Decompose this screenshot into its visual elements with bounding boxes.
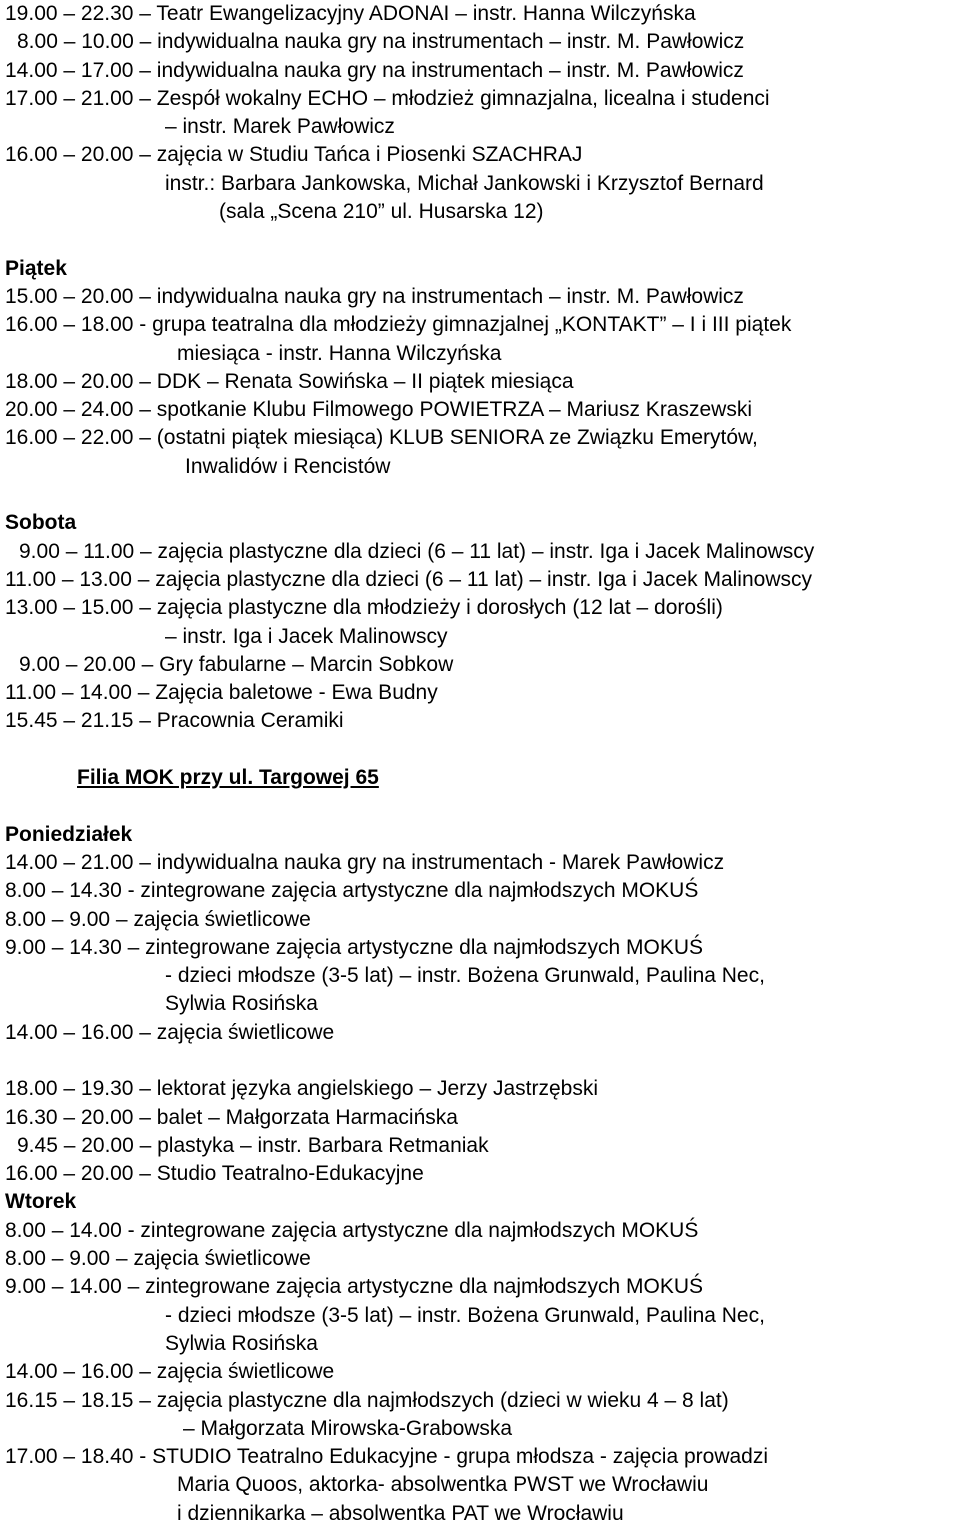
schedule-line-continuation: - dzieci młodsze (3-5 lat) – instr. Bożena Grunwald, Paulina Nec, [165,964,765,988]
schedule-line: 16.30 – 20.00 – balet – Małgorzata Harmacińska [5,1105,458,1129]
schedule-line: 16.00 – 20.00 – Studio Teatralno-Edukacyjne [5,1162,424,1186]
schedule-line-continuation: - dzieci młodsze (3-5 lat) – instr. Bożena Grunwald, Paulina Nec, [165,1303,765,1327]
schedule-line-continuation: Maria Quoos, aktorka- absolwentka PWST we Wrocławiu [177,1473,709,1497]
schedule-line-continuation: – Małgorzata Mirowska-Grabowska [183,1416,513,1440]
schedule-line-continuation: instr.: Barbara Jankowska, Michał Jankowski i Krzysztof Bernard [165,171,764,195]
schedule-line: 14.00 – 16.00 – zajęcia świetlicowe [5,1020,335,1044]
schedule-line-continuation: (sala „Scena 210” ul. Husarska 12) [219,200,544,224]
spacer [5,736,960,764]
schedule-line: 16.00 – 20.00 – zajęcia w Studiu Tańca i Piosenki SZACHRAJ [5,143,583,167]
schedule-line: 20.00 – 24.00 – spotkanie Klubu Filmowego POWIETRZA – Mariusz Kraszewski [5,398,752,422]
schedule-line: 15.00 – 20.00 – indywidualna nauka gry na instrumentach – instr. M. Pawłowicz [5,284,744,308]
schedule-line: 19.00 – 22.30 – Teatr Ewangelizacyjny ADONAI – instr. Hanna Wilczyńska [5,2,696,25]
schedule-line: 9.00 – 20.00 – Gry fabularne – Marcin Sobkow [19,652,454,676]
schedule-line: 8.00 – 14.00 - zintegrowane zajęcia artystyczne dla najmłodszych MOKUŚ [5,1218,699,1242]
schedule-line-continuation: Sylwia Rosińska [165,992,318,1016]
day-heading-sobota: Sobota [5,511,77,535]
day-heading-poniedzialek: Poniedziałek [5,822,133,846]
schedule-line: 9.00 – 14.30 – zintegrowane zajęcia artystyczne dla najmłodszych MOKUŚ [5,935,704,959]
schedule-line: 16.00 – 18.00 - grupa teatralna dla młodzieży gimnazjalnej „KONTAKT” – I i III piątek [5,313,792,337]
schedule-line: 11.00 – 14.00 – Zajęcia baletowe - Ewa Budny [5,681,438,705]
schedule-line-continuation: – instr. Iga i Jacek Malinowscy [165,624,448,648]
schedule-line-continuation: i dziennikarka – absolwentka PAT we Wrocławiu [177,1501,624,1525]
schedule-line: 9.00 – 14.00 – zintegrowane zajęcia artystyczne dla najmłodszych MOKUŚ [5,1275,704,1299]
schedule-line: 16.15 – 18.15 – zajęcia plastyczne dla najmłodszych (dzieci w wieku 4 – 8 lat) [5,1388,729,1412]
schedule-line-continuation: miesiąca - instr. Hanna Wilczyńska [177,341,502,365]
schedule-line-continuation: Sylwia Rosińska [165,1331,318,1355]
spacer [5,1047,960,1075]
schedule-line: 9.00 – 11.00 – zajęcia plastyczne dla dzieci (6 – 11 lat) – instr. Iga i Jacek Malinowscy [19,539,815,563]
schedule-line: 18.00 – 19.30 – lektorat języka angielskiego – Jerzy Jastrzębski [5,1077,598,1101]
schedule-line: 18.00 – 20.00 – DDK – Renata Sowińska – II piątek miesiąca [5,369,574,393]
spacer [5,226,960,254]
schedule-line: 8.00 – 9.00 – zajęcia świetlicowe [5,907,311,931]
branch-title: Filia MOK przy ul. Targowej 65 [77,766,379,790]
schedule-line: 9.45 – 20.00 – plastyka – instr. Barbara Retmaniak [17,1133,489,1157]
schedule-line: 15.45 – 21.15 – Pracownia Ceramiki [5,709,344,733]
spacer [5,481,960,509]
schedule-line: 8.00 – 10.00 – indywidualna nauka gry na instrumentach – instr. M. Pawłowicz [17,30,745,54]
spacer [5,792,960,820]
schedule-line: 11.00 – 13.00 – zajęcia plastyczne dla dzieci (6 – 11 lat) – instr. Iga i Jacek Malinowscy [5,567,812,591]
schedule-line: 13.00 – 15.00 – zajęcia plastyczne dla młodzieży i dorosłych (12 lat – dorośli) [5,596,723,620]
schedule-line: 17.00 – 21.00 – Zespół wokalny ECHO – młodzież gimnazjalna, licealna i studenci [5,86,770,110]
schedule-line: 14.00 – 21.00 – indywidualna nauka gry na instrumentach - Marek Pawłowicz [5,850,725,874]
day-heading-wtorek: Wtorek [5,1190,77,1214]
day-heading-piatek: Piątek [5,256,67,280]
schedule-line: 14.00 – 17.00 – indywidualna nauka gry na instrumentach – instr. M. Pawłowicz [5,58,744,82]
schedule-line-continuation: Inwalidów i Rencistów [185,454,391,478]
schedule-line-continuation: – instr. Marek Pawłowicz [165,115,395,139]
schedule-line: 17.00 – 18.40 - STUDIO Teatralno Edukacyjne - grupa młodsza - zajęcia prowadzi [5,1445,769,1469]
schedule-line: 16.00 – 22.00 – (ostatni piątek miesiąca) KLUB SENIORA ze Związku Emerytów, [5,426,758,450]
schedule-line: 14.00 – 16.00 – zajęcia świetlicowe [5,1360,335,1384]
schedule-line: 8.00 – 9.00 – zajęcia świetlicowe [5,1247,311,1271]
schedule-line: 8.00 – 14.30 - zintegrowane zajęcia artystyczne dla najmłodszych MOKUŚ [5,879,699,903]
